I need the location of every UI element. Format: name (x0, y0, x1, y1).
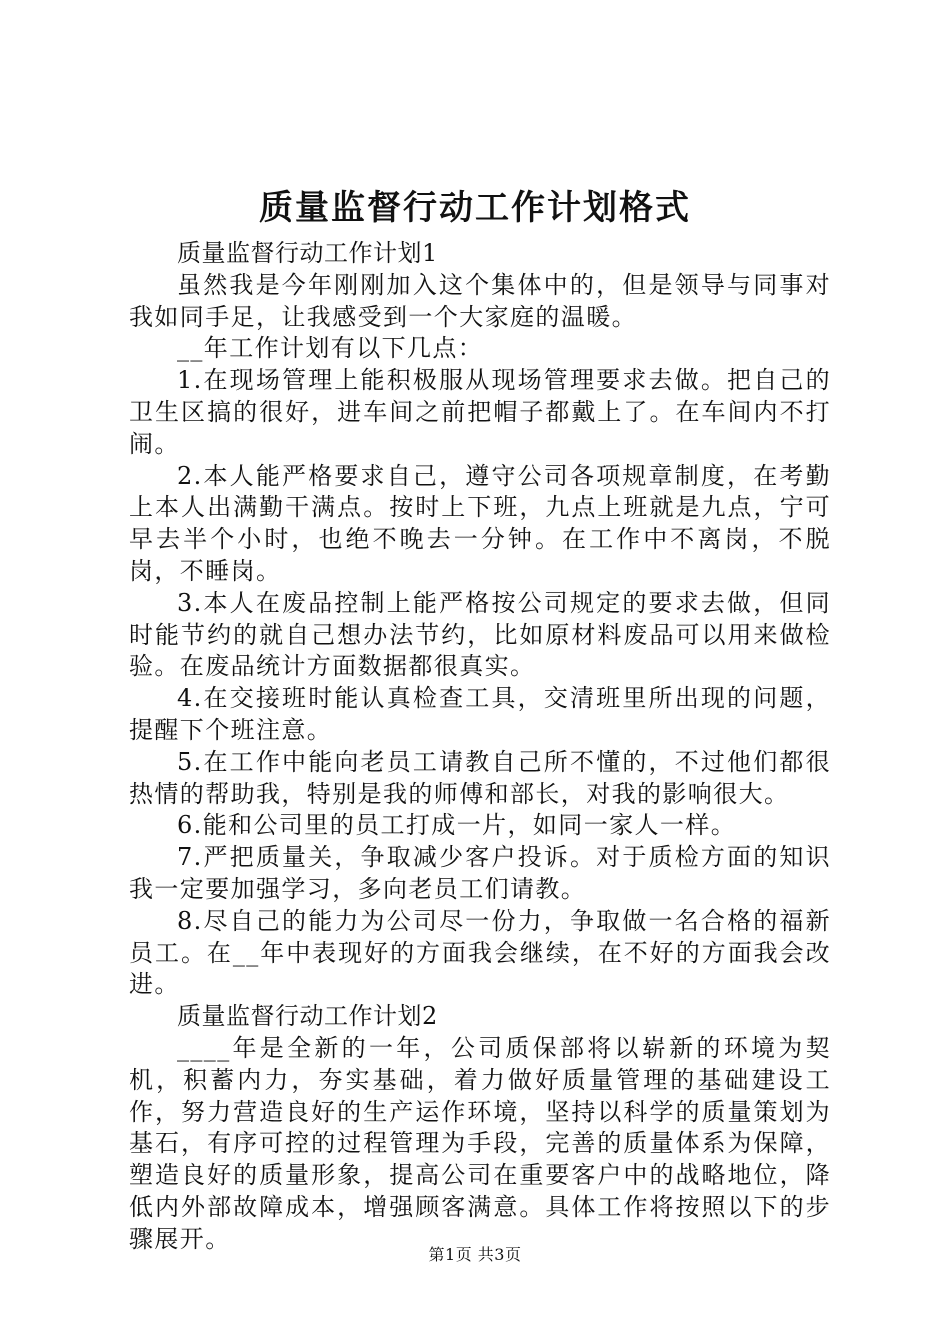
list-item: 4.在交接班时能认真检查工具，交清班里所出现的问题，提醒下个班注意。 (129, 684, 831, 744)
document-body (129, 238, 831, 1256)
page-footer: 第1页 共3页 (428, 1245, 522, 1264)
list-item: 5.在工作中能向老员工请教自己所不懂的，不过他们都很热情的帮助我，特别是我的师傅和部长，对我的影响很大。 (129, 747, 831, 808)
document-title: 质量监督行动工作计划格式 (259, 188, 691, 228)
paragraph: __年工作计划有以下几点： (177, 334, 484, 363)
list-item: 7.严把质量关，争取减少客户投诉。对于质检方面的知识我一定要加强学习，多向老员工们请教。 (129, 843, 831, 903)
list-item: 2.本人能严格要求自己，遵守公司各项规章制度，在考勤上本人出满勤干满点。按时上下班，九点上班就是九点，宁可早去半个小时，也绝不晚去一分钟。在工作中不离岗，不脱岗，不睡岗。 (129, 461, 831, 585)
section-heading: 质量监督行动工作计划2 (177, 1002, 438, 1031)
paragraph: 虽然我是今年刚刚加入这个集体中的，但是领导与同事对我如同手足，让我感受到一个大家庭的温暖。 (129, 270, 831, 331)
section-heading: 质量监督行动工作计划1 (177, 239, 438, 267)
list-item: 6.能和公司里的员工打成一片，如同一家人一样。 (177, 811, 737, 840)
list-item: 3.本人在废品控制上能严格按公司规定的要求去做，但同时能节约的就自己想办法节约，比如原材料废品可以用来做检验。在废品统计方面数据都很真实。 (129, 588, 831, 681)
list-item: 1.在现场管理上能积极服从现场管理要求去做。把自己的卫生区搞的很好，进车间之前把帽子都戴上了。在车间内不打闹。 (129, 366, 831, 458)
paragraph: ____年是全新的一年，公司质保部将以崭新的环境为契机，积蓄内力，夯实基础，着力做好质量管理的基础建设工作，努力营造良好的生产运作环境，坚持以科学的质量策划为基石，有序可控的过程管理为手段，完善的质量体系为保障，塑造良好的质量形象，提高公司在重要客户中的战略地位，降低内外部故障成本，增强顾客满意。具体工作将按照以下的步骤展开。 (129, 1033, 831, 1253)
list-item: 8.尽自己的能力为公司尽一份力，争取做一名合格的福新员工。在__年中表现好的方面我会继续，在不好的方面我会改进。 (129, 906, 831, 999)
